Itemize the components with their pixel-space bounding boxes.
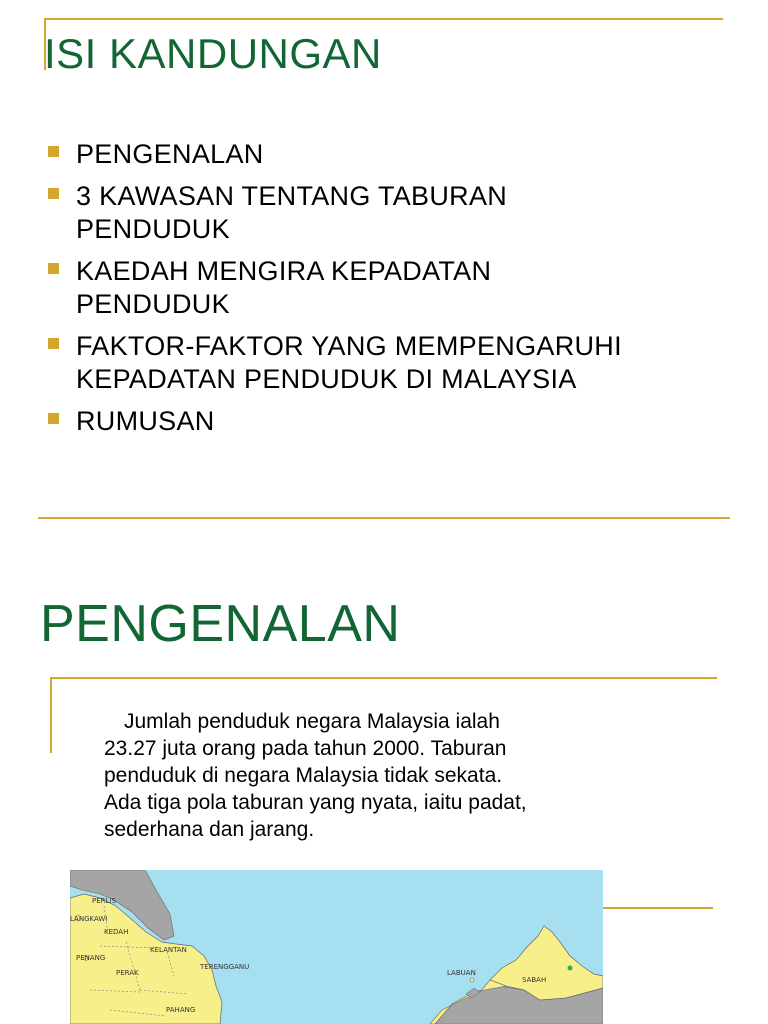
slide2-mid-rule	[600, 907, 713, 909]
contents-list-item-text: RUMUSAN	[76, 406, 215, 436]
contents-list-item-text: KAEDAH MENGIRA KEPADATAN	[76, 256, 492, 286]
map-label-pahang: PAHANG	[166, 1006, 196, 1014]
slide2-top-rule	[50, 677, 717, 679]
bullet-square-icon	[48, 338, 59, 349]
contents-list-item	[48, 330, 748, 396]
intro-paragraph-line: 23.27 juta orang pada tahun 2000. Taburan	[104, 737, 507, 760]
map-label-kelantan: KELANTAN	[150, 946, 187, 954]
contents-list-item	[48, 180, 748, 246]
bullet-square-icon	[48, 146, 59, 157]
map-label-penang: PENANG	[76, 954, 106, 962]
slide2-title: PENGENALAN	[40, 595, 401, 653]
map-park-marker	[568, 966, 573, 971]
map-label-perak: PERAK	[116, 969, 139, 977]
slide1-top-rule	[44, 18, 723, 20]
bullet-square-icon	[48, 413, 59, 424]
map-label-sabah: SABAH	[522, 976, 547, 984]
contents-list-item	[48, 405, 748, 438]
malaysia-map	[70, 870, 603, 1024]
slide1-title: ISI KANDUNGAN	[44, 30, 382, 77]
contents-list-item-text: PENGENALAN	[76, 139, 264, 169]
contents-list-item-text: PENDUDUK	[76, 214, 230, 244]
contents-list-item-text: 3 KAWASAN TENTANG TABURAN	[76, 181, 508, 211]
intro-paragraph-line: Ada tiga pola taburan yang nyata, iaitu padat,	[104, 791, 527, 814]
contents-list-item-text: PENDUDUK	[76, 289, 230, 319]
intro-paragraph-line: sederhana dan jarang.	[104, 818, 315, 841]
slide2-left-rule	[50, 677, 52, 753]
intro-paragraph-line: penduduk di negara Malaysia tidak sekata.	[104, 764, 503, 787]
contents-list-item	[48, 138, 748, 171]
contents-list-item-text: FAKTOR-FAKTOR YANG MEMPENGARUHI	[76, 331, 622, 361]
contents-list	[48, 138, 748, 447]
intro-paragraph	[104, 708, 644, 843]
map-label-perlis: PERLIS	[92, 897, 116, 905]
map-label-terengganu: TERENGGANU	[200, 963, 250, 971]
contents-list-item-text: KEPADATAN PENDUDUK DI MALAYSIA	[76, 364, 577, 394]
map-label-langkawi: LANGKAWI	[70, 915, 108, 923]
map-label-labuan: LABUAN	[447, 969, 476, 977]
map-labuan-island	[470, 978, 474, 982]
bullet-square-icon	[48, 188, 59, 199]
contents-list-item	[48, 255, 748, 321]
map-label-kedah: KEDAH	[104, 928, 129, 936]
bullet-square-icon	[48, 263, 59, 274]
slide-separator	[38, 517, 730, 519]
intro-paragraph-line: Jumlah penduduk negara Malaysia ialah	[124, 710, 500, 733]
